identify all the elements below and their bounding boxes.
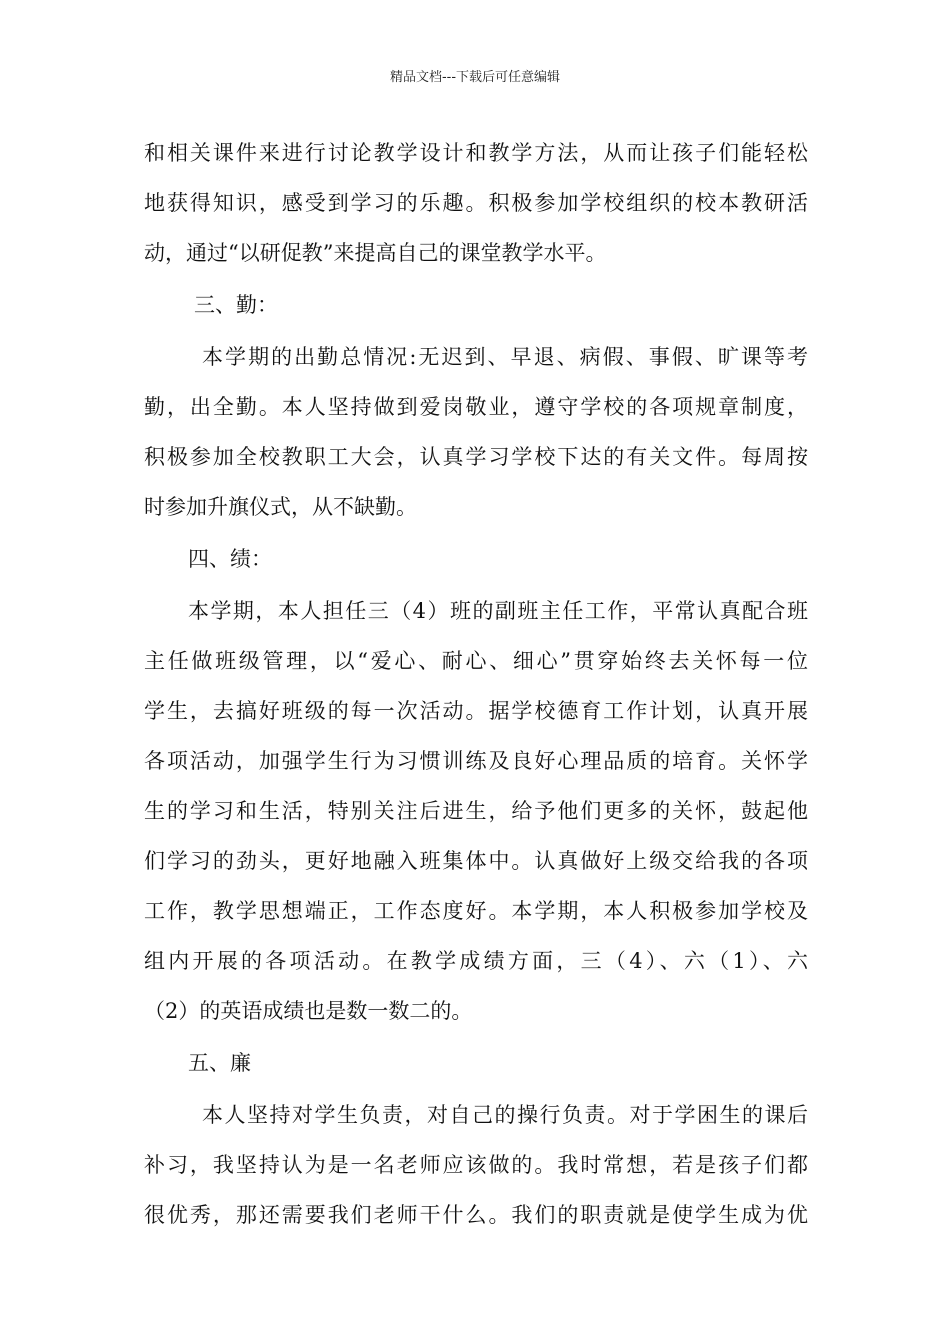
section-heading-achievement: 四、绩： bbox=[188, 547, 272, 571]
paragraph-4-line-3: 很优秀，那还需要我们老师干什么。我们的职责就是使学生成为优 bbox=[144, 1203, 808, 1227]
paragraph-1-line-2: 地获得知识，感受到学习的乐趣。积极参加学校组织的校本教研活 bbox=[144, 191, 808, 215]
section-heading-integrity: 五、廉 bbox=[188, 1051, 251, 1075]
paragraph-3-line-1: 本学期，本人担任三（4）班的副班主任工作，平常认真配合班 bbox=[188, 599, 808, 623]
paragraph-3-line-3: 学生，去搞好班级的每一次活动。据学校德育工作计划，认真开展 bbox=[144, 699, 808, 723]
paragraph-4-line-2: 补习，我坚持认为是一名老师应该做的。我时常想，若是孩子们都 bbox=[144, 1153, 808, 1177]
document-body bbox=[144, 128, 808, 1240]
page-header: 精品文档---下载后可任意编辑 bbox=[389, 70, 561, 85]
paragraph-3-line-9: （2）的英语成绩也是数一数二的。 bbox=[144, 999, 473, 1023]
paragraph-4-line-1: 本人坚持对学生负责，对自己的操行负责。对于学困生的课后 bbox=[202, 1103, 808, 1127]
paragraph-2-line-2: 勤，出全勤。本人坚持做到爱岗敬业，遵守学校的各项规章制度， bbox=[144, 395, 808, 419]
paragraph-3-line-5: 生的学习和生活，特别关注后进生，给予他们更多的关怀，鼓起他 bbox=[144, 799, 808, 823]
paragraph-3-line-6: 们学习的劲头，更好地融入班集体中。认真做好上级交给我的各项 bbox=[144, 849, 808, 873]
paragraph-2-line-3: 积极参加全校教职工大会，认真学习学校下达的有关文件。每周按 bbox=[144, 445, 808, 469]
paragraph-1-line-1: 和相关课件来进行讨论教学设计和教学方法，从而让孩子们能轻松 bbox=[144, 141, 808, 165]
paragraph-3-line-2: 主任做班级管理，以“爱心、耐心、细心”贯穿始终去关怀每一位 bbox=[144, 649, 808, 673]
paragraph-1-line-3: 动，通过“以研促教”来提高自己的课堂教学水平。 bbox=[144, 241, 607, 265]
paragraph-3-line-8: 组内开展的各项活动。在教学成绩方面，三（4）、六（1）、六 bbox=[144, 949, 808, 973]
section-heading-attendance: 三、勤： bbox=[194, 293, 278, 317]
paragraph-3-line-7: 工作，教学思想端正，工作态度好。本学期，本人积极参加学校及 bbox=[144, 899, 808, 923]
paragraph-3-line-4: 各项活动，加强学生行为习惯训练及良好心理品质的培育。关怀学 bbox=[144, 749, 808, 773]
paragraph-2-line-4: 时参加升旗仪式，从不缺勤。 bbox=[144, 495, 417, 519]
paragraph-2-line-1: 本学期的出勤总情况:无迟到、早退、病假、事假、旷课等考 bbox=[202, 345, 808, 369]
